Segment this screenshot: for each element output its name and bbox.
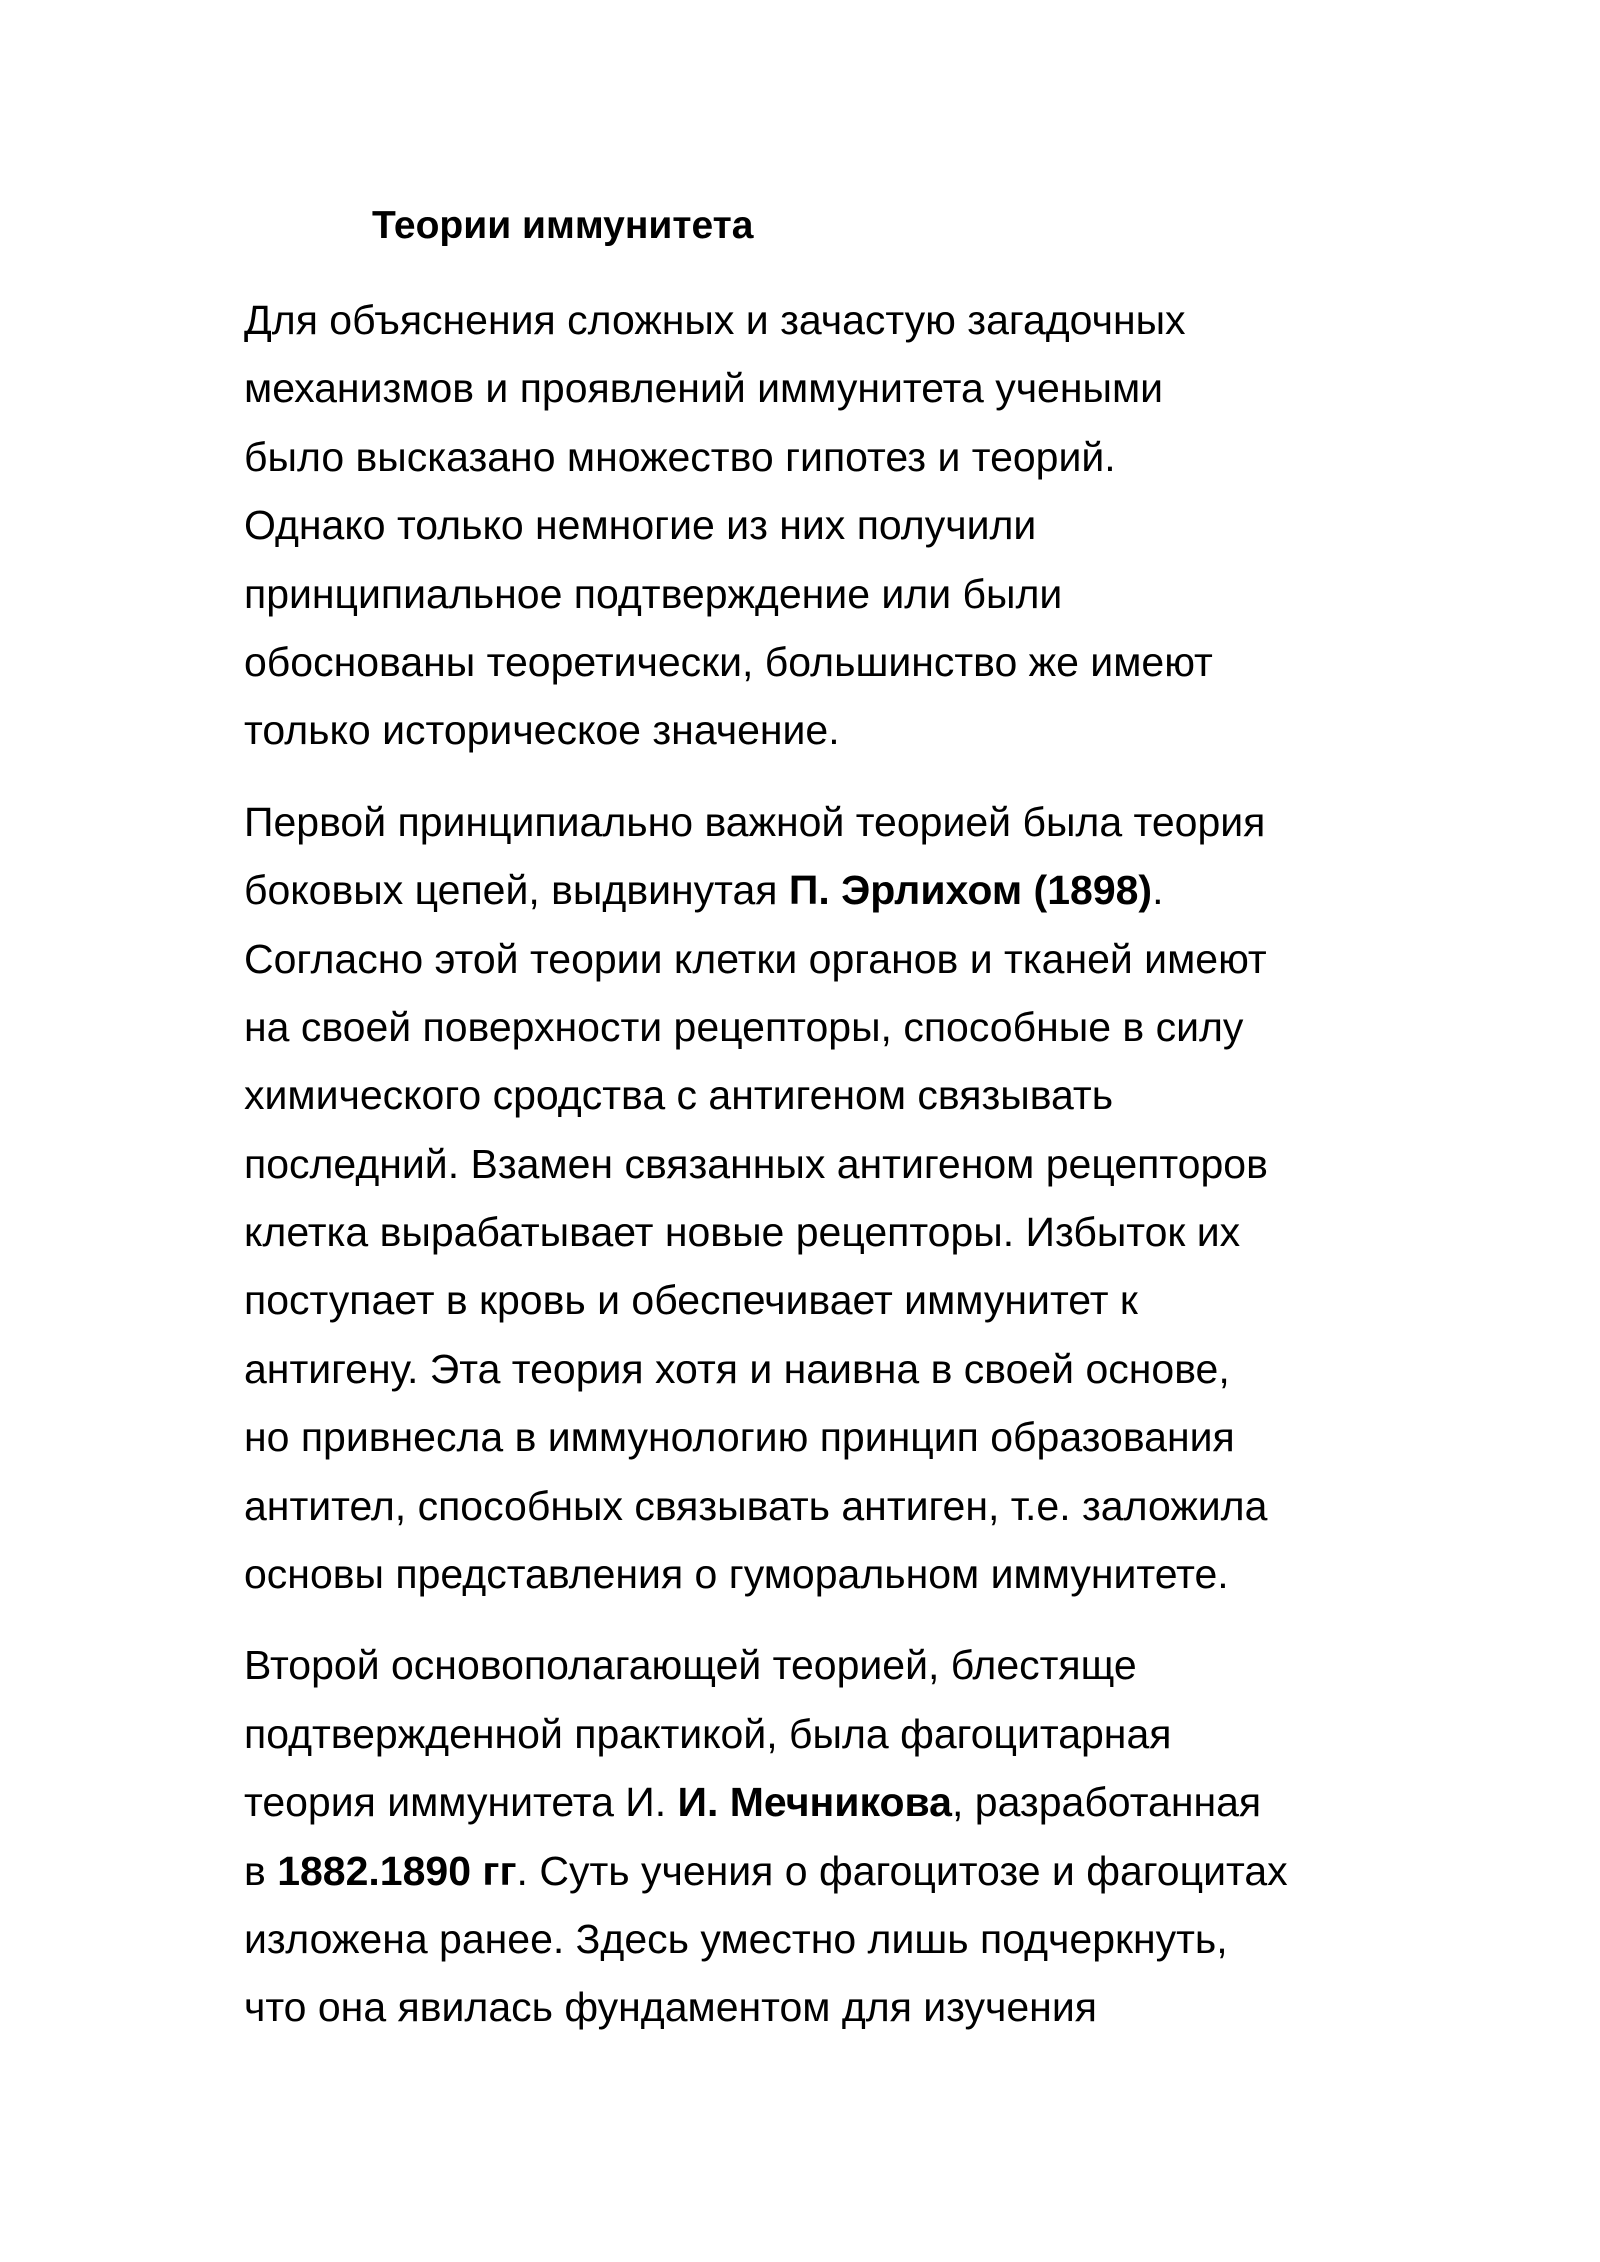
paragraph-intro (244, 286, 1374, 765)
document-body (244, 286, 1374, 2065)
text-line: Для объяснения сложных и зачастую загадочных (244, 297, 1186, 343)
text-line: обоснованы теоретически, большинство же имеют (244, 638, 1213, 685)
paragraph-ehrlich-theory (244, 788, 1374, 1609)
text-line: Однако только немногие из них получили (244, 502, 1037, 549)
paragraph-mechnikov-theory (244, 1631, 1374, 2041)
author-name-ehrlich: П. Эрлихом (1898) (788, 867, 1153, 914)
author-name-mechnikov: И. Мечникова (677, 1779, 952, 1826)
text-line: Второй основополагающей теорией, блестяще (244, 1642, 1137, 1689)
text-line: на своей поверхности рецепторы, способные в силу (244, 1003, 1244, 1050)
text-line: клетка вырабатывает новые рецепторы. Избыток их (244, 1209, 1241, 1256)
text-line: теория иммунитета И. И. Мечникова, разработанная (244, 1779, 1262, 1826)
text-line: основы представления о гуморальном иммунитете. (244, 1551, 1229, 1598)
text-line: изложена ранее. Здесь уместно лишь подчеркнуть, (244, 1915, 1228, 1962)
text-line: последний. Взамен связанных антигеном рецепторов (244, 1140, 1268, 1187)
text-line: антител, способных связывать антиген, т.е. заложила (244, 1482, 1268, 1529)
text-line: Первой принципиально важной теорией была теория (244, 798, 1266, 845)
text-line: принципиальное подтверждение или были (244, 570, 1063, 617)
date-range: 1882.1890 гг (277, 1847, 517, 1894)
page-title: Теории иммунитета (372, 204, 754, 247)
text-line: что она явилась фундаментом для изучения (244, 1984, 1097, 2031)
text-line: Согласно этой теории клетки органов и тканей имеют (244, 935, 1267, 982)
text-line: было высказано множество гипотез и теорий. (244, 433, 1116, 480)
text-line: подтвержденной практикой, была фагоцитарная (244, 1710, 1172, 1757)
text-line: химического сродства с антигеном связывать (244, 1072, 1114, 1119)
text-line: в 1882.1890 гг. Суть учения о фагоцитозе и фагоцитах (244, 1847, 1288, 1894)
text-line: но привнесла в иммунологию принцип образования (244, 1414, 1235, 1461)
text-line: только историческое значение. (244, 707, 840, 754)
text-line: боковых цепей, выдвинутая П. Эрлихом (1898). (244, 867, 1164, 914)
text-line: антигену. Эта теория хотя и наивна в своей основе, (244, 1345, 1230, 1392)
text-line: поступает в кровь и обеспечивает иммунитет к (244, 1277, 1138, 1324)
text-line: механизмов и проявлений иммунитета учеными (244, 365, 1164, 412)
